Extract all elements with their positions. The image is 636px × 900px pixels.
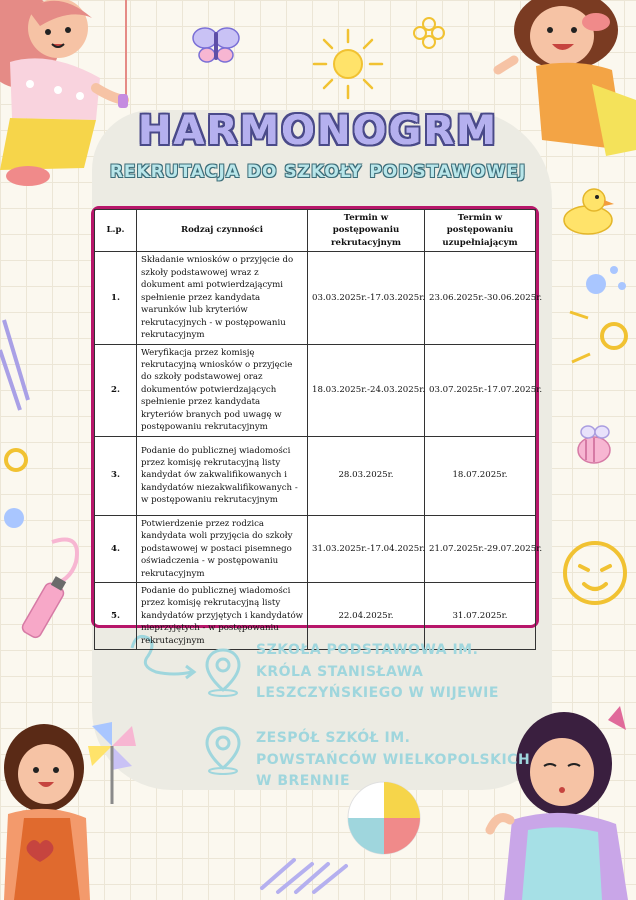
row-term-recruitment: 03.03.2025r.-17.03.2025r. xyxy=(308,252,425,344)
row-activity: Podanie do publicznej wiadomości przez komisję rekrutacyjną listy kandydat ów zakwalifikowanych i kandydatów niezakwalifikowanych - w postępowaniu rekrutacyjnym xyxy=(137,436,308,515)
location-pin-icon xyxy=(202,646,244,698)
row-term-supplementary: 03.07.2025r.-17.07.2025r. xyxy=(425,344,536,436)
bee-icon xyxy=(572,422,616,468)
row-activity: Potwierdzenie przez rodzica kandydata woli przyjęcia do szkoły podstawowej w postaci pisemnego oświadczenia - w postępowaniu rekrutacyjnym xyxy=(137,515,308,582)
table-row xyxy=(95,436,536,515)
table-row xyxy=(95,252,536,344)
flower-icon xyxy=(412,16,446,50)
row-number: 4. xyxy=(95,515,137,582)
row-number: 5. xyxy=(95,582,137,649)
column-header-activity: Rodzaj czynności xyxy=(137,210,308,252)
page-title: HARMONOGRM xyxy=(138,108,498,154)
row-term-supplementary: 21.07.2025r.-29.07.2025r. xyxy=(425,515,536,582)
table-row xyxy=(95,344,536,436)
row-number: 2. xyxy=(95,344,137,436)
column-header-lp: L.p. xyxy=(95,210,137,252)
handprint-doodles xyxy=(566,262,636,382)
row-term-supplementary: 18.07.2025r. xyxy=(425,436,536,515)
row-term-supplementary: 31.07.2025r. xyxy=(425,582,536,649)
row-activity: Składanie wniosków o przyjęcie do szkoły podstawowej wraz z dokument ami potwierdzającymi spełnienie przez kandydata warunków lub kryteriów rekrutacyjnych - w postępowaniu rekrutacyjnym xyxy=(137,252,308,344)
schedule-table xyxy=(94,209,543,650)
left-doodles xyxy=(0,310,60,540)
row-number: 1. xyxy=(95,252,137,344)
row-activity: Weryfikacja przez komisję rekrutacyjną wniosków o przyjęcie do szkoły podstawowej oraz dokumentów potwierdzających spełnienie przez kandydata kryteriów branych pod uwagę w postępowaniu rekrutacyjnym xyxy=(137,344,308,436)
row-term-supplementary: 23.06.2025r.-30.06.2025r. xyxy=(425,252,536,344)
school-name-wijewo: SZKOŁA PODSTAWOWA IM. KRÓLA STANISŁAWA LESZCZYŃSKIEGO W WIJEWIE xyxy=(256,642,499,702)
duck-icon xyxy=(560,184,616,236)
column-header-term-supplementary: Termin w postępowaniu uzupełniającym xyxy=(425,210,536,252)
column-header-term-recruitment: Termin w postępowaniu rekrutacyjnym xyxy=(308,210,425,252)
row-activity: Podanie do publicznej wiadomości przez komisję rekrutacyjną listy kandydatów przyjętych i kandydatów nieprzyjętych - w postępowaniu rekrutacyjnym xyxy=(137,582,308,649)
location-pin-icon xyxy=(202,724,244,776)
school-name-brenno: ZESPÓŁ SZKÓŁ IM. POWSTAŃCÓW WIELKOPOLSKICH W BRENNIE xyxy=(256,730,531,790)
page-subtitle: REKRUTACJA DO SZKOŁY PODSTAWOWEJ xyxy=(109,162,527,182)
table-header-row xyxy=(95,210,536,252)
row-term-recruitment: 22.04.2025r. xyxy=(308,582,425,649)
row-term-recruitment: 18.03.2025r.-24.03.2025r. xyxy=(308,344,425,436)
row-term-recruitment: 31.03.2025r.-17.04.2025r. xyxy=(308,515,425,582)
bottom-scribble xyxy=(258,852,352,896)
row-term-recruitment: 28.03.2025r. xyxy=(308,436,425,515)
smiley-icon xyxy=(560,538,630,608)
girl-illustration-bottom-left xyxy=(0,718,130,900)
row-number: 3. xyxy=(95,436,137,515)
sun-icon xyxy=(312,28,384,100)
schedule-table-frame xyxy=(91,206,543,646)
table-row xyxy=(95,515,536,582)
highlighter-icon xyxy=(12,532,92,652)
butterfly-icon xyxy=(190,22,242,68)
